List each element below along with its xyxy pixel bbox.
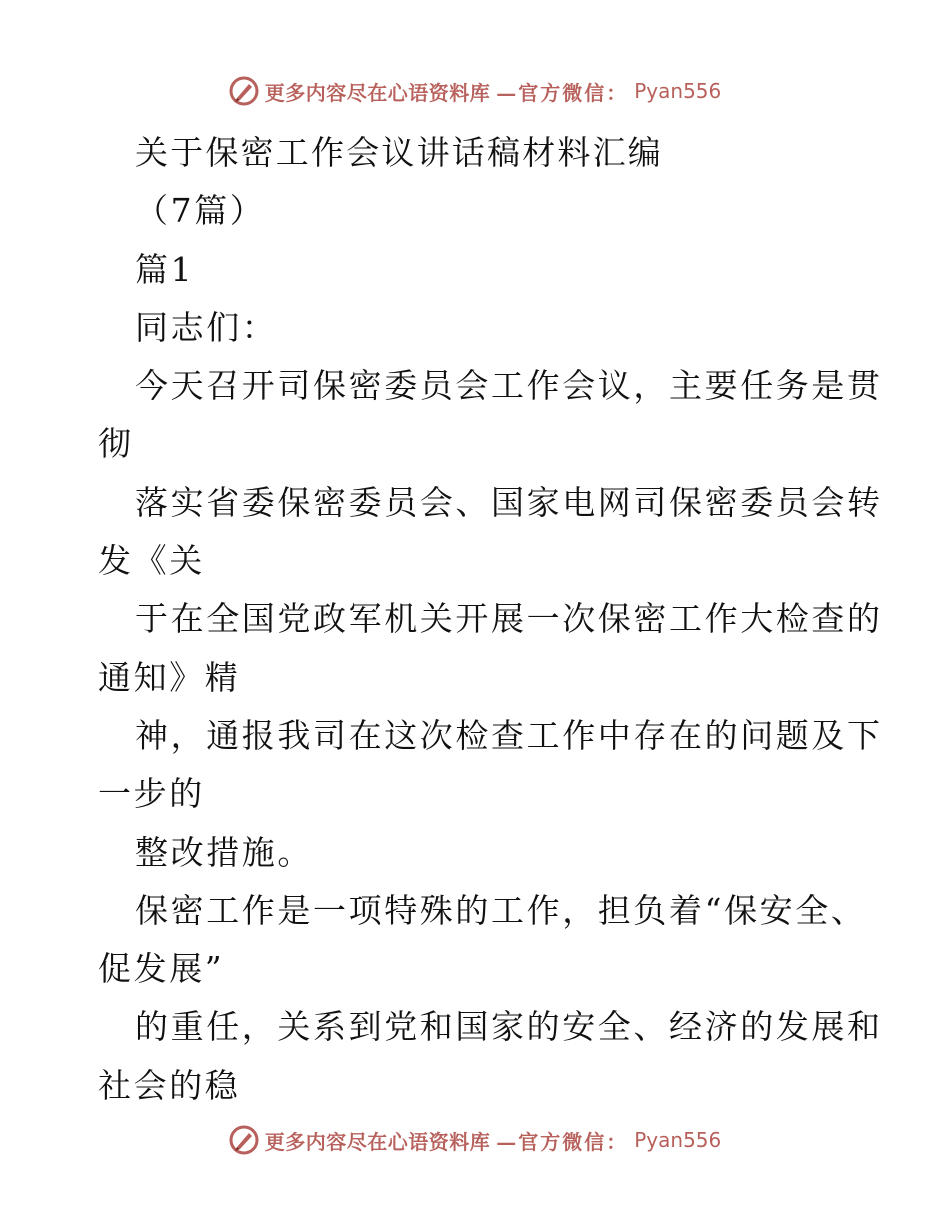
watermark-brand: Pyan556 <box>634 1128 722 1152</box>
document-subtitle: （7篇） <box>135 191 266 231</box>
document-title: 关于保密工作会议讲话稿材料汇编 <box>135 133 663 172</box>
text-line: 落实省委保密委员会、国家电网司保密委员会转 <box>135 482 883 522</box>
text-line: 一步的 <box>98 774 205 814</box>
pen-logo-icon <box>229 1125 259 1155</box>
watermark-text: 更多内容尽在心语资料库 <box>264 80 491 105</box>
text-line: 神，通报我司在这次检查工作中存在的问题及下 <box>135 715 883 755</box>
salutation: 同志们： <box>135 307 278 347</box>
footer-watermark <box>0 1120 950 1160</box>
text-line: 彻 <box>98 424 134 464</box>
watermark-brand: Pyan556 <box>634 79 722 103</box>
section-heading: 篇1 <box>135 249 195 289</box>
text-line: 于在全国党政军机关开展一次保密工作大检查的 <box>135 599 883 639</box>
text-line: 今天召开司保密委员会工作会议，主要任务是贯 <box>135 366 883 406</box>
text-line: 促发展” <box>98 949 225 989</box>
watermark-separator: —官方微信： <box>496 1129 629 1154</box>
watermark-text: 更多内容尽在心语资料库 <box>264 1129 491 1154</box>
text-line: 通知》精 <box>98 657 241 697</box>
text-line: 发《关 <box>98 541 205 581</box>
pen-logo-icon <box>229 76 259 106</box>
text-line: 保密工作是一项特殊的工作，担负着“保安全、 <box>135 890 867 930</box>
header-watermark <box>0 71 950 111</box>
text-line: 整改措施。 <box>135 832 313 872</box>
watermark-separator: —官方微信： <box>496 80 629 105</box>
text-line: 的重任，关系到党和国家的安全、经济的发展和 <box>135 1007 883 1047</box>
document-body <box>98 124 883 1115</box>
text-line: 社会的稳 <box>98 1065 241 1105</box>
